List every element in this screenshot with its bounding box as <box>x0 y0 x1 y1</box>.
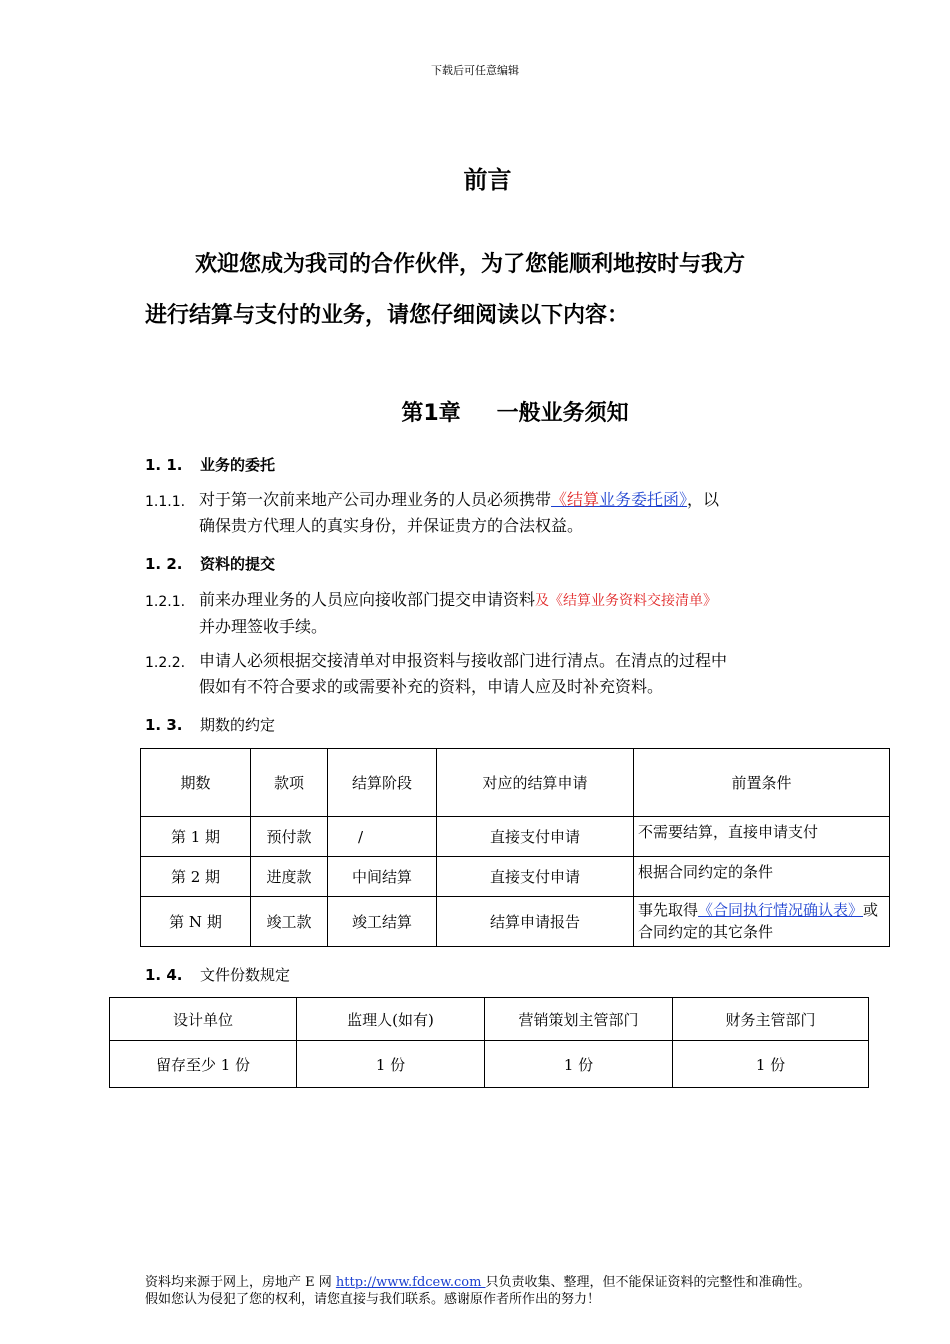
table-row <box>141 897 890 947</box>
table-cell: 第 N 期 <box>141 897 251 947</box>
contract-confirmation-link[interactable]: 《合同执行情况确认表》 <box>698 901 864 919</box>
footer-text-line2: 假如您认为侵犯了您的权利，请您直接与我们联系。感谢原作者所作出的努力！ <box>145 1292 601 1307</box>
section-title: 资料的提交 <box>200 555 276 573</box>
table-header: 结算阶段 <box>328 749 437 817</box>
table-cell: 1 份 <box>485 1041 673 1088</box>
section-title: 文件份数规定 <box>200 966 291 984</box>
table-header: 前置条件 <box>634 749 890 817</box>
section-1-1 <box>145 454 275 475</box>
page-title: 前言 <box>463 166 512 194</box>
period-table <box>140 748 890 947</box>
table-cell: 结算申请报告 <box>437 897 634 947</box>
table-cell: 竣工结算 <box>328 897 437 947</box>
table-cell: 竣工款 <box>251 897 328 947</box>
fdcew-link[interactable]: http://www.fdcew.com <box>335 1275 486 1290</box>
item-text: 前来办理业务的人员应向接收部门提交申请资料 <box>199 590 536 609</box>
checklist-reference: 及《结算业务资料交接清单》 <box>535 593 718 609</box>
table-header: 财务主管部门 <box>673 998 869 1041</box>
table-cell: 第 2 期 <box>141 857 251 897</box>
section-number: 1. 2. <box>145 555 183 573</box>
item-number: 1.1.1. <box>145 494 186 510</box>
entrust-letter-link-part2[interactable]: 业务委托函》 <box>599 490 688 509</box>
entrust-letter-link-part1[interactable]: 《结算 <box>551 490 600 509</box>
footer-text: 资料均来源于网上，房地产 E 网 <box>145 1275 336 1290</box>
section-number: 1. 1. <box>145 456 183 474</box>
chapter-number: 第1章 <box>401 401 461 426</box>
copies-table <box>109 997 869 1088</box>
table-header: 营销策划主管部门 <box>485 998 673 1041</box>
table-cell: 1 份 <box>297 1041 485 1088</box>
footer-text-end: 只负责收集、整理，但不能保证资料的完整性和准确性。 <box>485 1275 811 1290</box>
table-cell: 留存至少 1 份 <box>110 1041 297 1088</box>
table-header: 设计单位 <box>110 998 297 1041</box>
footer-note <box>145 1274 865 1308</box>
item-1-2-1 <box>145 587 845 640</box>
table-cell: 第 1 期 <box>141 817 251 857</box>
section-1-3 <box>145 714 275 735</box>
table-header: 期数 <box>141 749 251 817</box>
section-1-2 <box>145 553 275 574</box>
chapter-heading <box>0 396 950 427</box>
item-number: 1.2.2. <box>145 655 186 671</box>
item-text-line2: 并办理签收手续。 <box>199 617 328 636</box>
table-cell: 直接支付申请 <box>437 857 634 897</box>
item-number: 1.2.1. <box>145 594 186 610</box>
item-text: 对于第一次前来地产公司办理业务的人员必须携带 <box>199 490 552 509</box>
table-header-row <box>110 998 869 1041</box>
item-text-line2: 假如有不符合要求的或需要补充的资料，申请人应及时补充资料。 <box>199 677 664 696</box>
table-row <box>141 817 890 857</box>
table-cell: / <box>328 817 437 857</box>
section-title: 期数的约定 <box>200 716 276 734</box>
table-cell <box>634 897 890 947</box>
item-text-end: ，以 <box>687 490 720 509</box>
table-header-row <box>141 749 890 817</box>
table-cell: 预付款 <box>251 817 328 857</box>
section-number: 1. 3. <box>145 716 183 734</box>
item-text: 申请人必须根据交接清单对申报资料与接收部门进行清点。在清点的过程中 <box>199 651 728 670</box>
section-number: 1. 4. <box>145 966 183 984</box>
table-header: 监理人(如有) <box>297 998 485 1041</box>
item-1-1-1 <box>145 487 845 539</box>
table-cell: 1 份 <box>673 1041 869 1088</box>
table-cell: 根据合同约定的条件 <box>634 857 890 897</box>
section-1-4 <box>145 964 290 985</box>
header-note: 下载后可任意编辑 <box>431 64 519 77</box>
table-cell: 不需要结算，直接申请支付 <box>634 817 890 857</box>
table-row <box>141 857 890 897</box>
welcome-line-1: 欢迎您成为我司的合作伙伴，为了您能顺利地按时与我方 <box>195 252 746 277</box>
section-title: 业务的委托 <box>200 456 276 474</box>
item-text-line2: 确保贵方代理人的真实身份，并保证贵方的合法权益。 <box>199 516 584 535</box>
table-row <box>110 1041 869 1088</box>
condition-text-end: 或合同约定的其它条件 <box>638 901 879 941</box>
table-cell: 中间结算 <box>328 857 437 897</box>
table-header: 对应的结算申请 <box>437 749 634 817</box>
table-cell: 进度款 <box>251 857 328 897</box>
table-cell: 直接支付申请 <box>437 817 634 857</box>
condition-text: 事先取得 <box>638 901 699 919</box>
item-1-2-2 <box>145 648 845 700</box>
chapter-title: 一般业务须知 <box>496 401 629 426</box>
table-header: 款项 <box>251 749 328 817</box>
welcome-line-2: 进行结算与支付的业务，请您仔细阅读以下内容： <box>145 303 630 328</box>
